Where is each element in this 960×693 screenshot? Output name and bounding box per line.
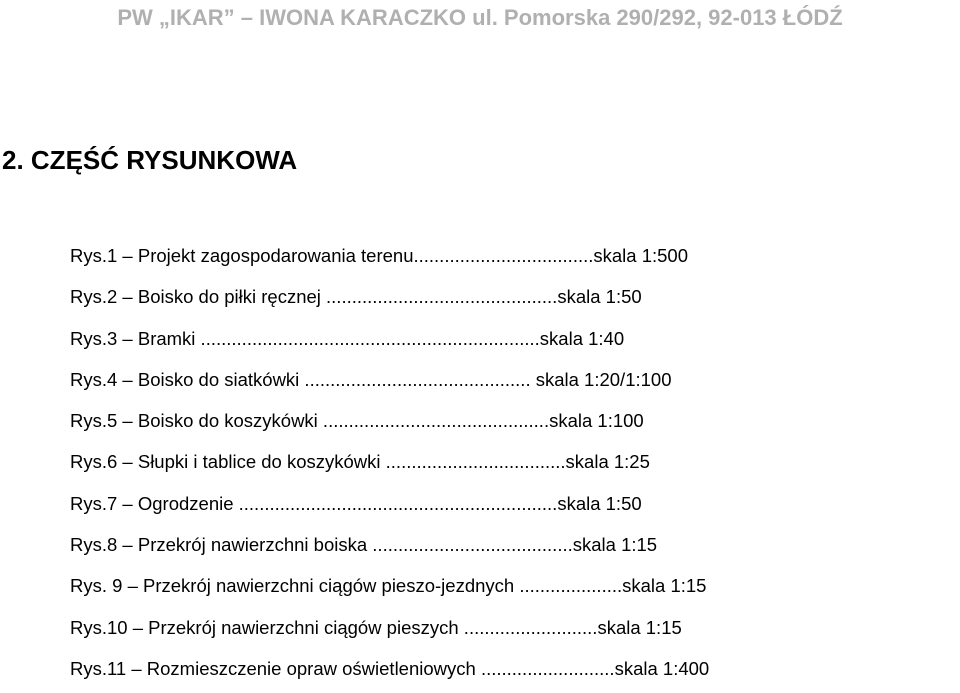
drawing-entry: Rys.6 – Słupki i tablice do koszykówki ...................................skala 1:25 — [70, 451, 650, 473]
drawing-entry: Rys.1 – Projekt zagospodarowania terenu...................................skala 1:500 — [70, 245, 688, 266]
drawing-item-11 — [70, 652, 940, 693]
section-title: 2. CZĘŚĆ RYSUNKOWA — [2, 145, 298, 175]
drawing-item-8 — [70, 528, 940, 569]
drawing-item-6 — [70, 445, 940, 486]
drawing-entry: Rys.11 – Rozmieszczenie opraw oświetleniowych ..........................skala 1:400 — [70, 657, 710, 679]
drawing-entry: Rys.3 – Bramki ..................................................................skala 1:40 — [70, 327, 625, 349]
drawing-item-10 — [70, 611, 940, 652]
drawing-entry: Rys.8 – Przekrój nawierzchni boiska .......................................skala 1:15 — [70, 534, 658, 556]
drawing-item-4 — [70, 363, 940, 404]
drawing-entry: Rys.5 – Boisko do koszykówki ............................................skala 1:100 — [70, 410, 644, 432]
drawing-entry: Rys.4 – Boisko do siatkówki ............................................ skala 1:20/1:100 — [70, 368, 672, 390]
drawing-entry: Rys. 9 – Przekrój nawierzchni ciągów pieszo-jezdnych ....................skala 1:15 — [70, 575, 707, 597]
drawing-entry: Rys.7 – Ogrodzenie ..............................................................skala 1:50 — [70, 492, 642, 514]
page-header: PW „IKAR” – IWONA KARACZKO ul. Pomorska 290/292, 92-013 ŁÓDŹ — [117, 5, 843, 30]
drawing-item-7 — [70, 487, 940, 528]
drawing-item-3 — [70, 322, 940, 363]
drawing-item-1 — [70, 239, 940, 280]
drawing-entry: Rys.2 – Boisko do piłki ręcznej .............................................skala 1:50 — [70, 286, 642, 308]
drawing-list — [70, 239, 940, 693]
drawing-item-2 — [70, 280, 940, 321]
drawing-item-9 — [70, 569, 940, 610]
drawing-item-5 — [70, 404, 940, 445]
drawing-entry: Rys.10 – Przekrój nawierzchni ciągów pieszych ..........................skala 1:15 — [70, 616, 682, 638]
